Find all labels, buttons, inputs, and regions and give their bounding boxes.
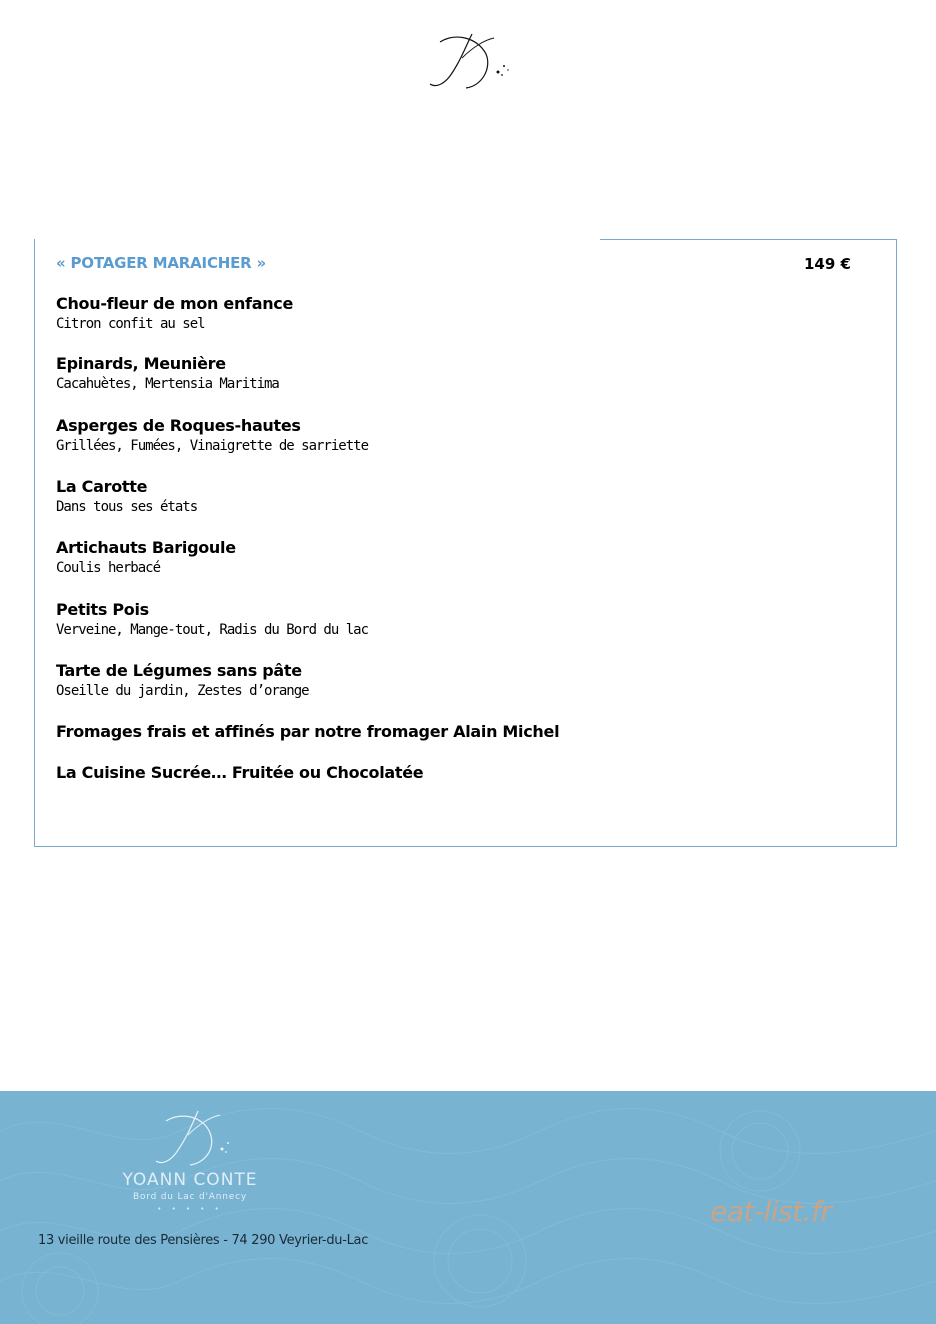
dish-description: Oseille du jardin, Zestes d’orange (56, 683, 309, 699)
dish-item (56, 354, 279, 394)
menu-title: « POTAGER MARAICHER » (56, 254, 267, 272)
dish-item (56, 661, 309, 701)
dish-description: Grillées, Fumées, Vinaigrette de sarriette (56, 438, 369, 454)
dish-item (56, 477, 197, 517)
brand-stars: • • • • • (157, 1205, 223, 1213)
dish-name: Artichauts Barigoule (56, 538, 236, 557)
dish-item (56, 722, 559, 742)
yoann-conte-monogram-icon (426, 28, 510, 92)
dish-description: Cacahuètes, Mertensia Maritima (56, 376, 279, 392)
dish-name: La Cuisine Sucrée… Fruitée ou Chocolatée (56, 763, 424, 782)
dish-name: Tarte de Légumes sans pâte (56, 661, 302, 680)
dish-description: Coulis herbacé (56, 560, 161, 576)
dish-description: Citron confit au sel (56, 316, 205, 332)
watermark: eat-list.fr (710, 1195, 832, 1228)
dish-item (56, 416, 368, 456)
dish-item (56, 763, 423, 783)
dish-name: Epinards, Meunière (56, 354, 226, 373)
footer-address: 13 vieille route des Pensières - 74 290 Veyrier-du-Lac (38, 1233, 369, 1248)
brand-subtitle: Bord du Lac d'Annecy (133, 1192, 247, 1202)
dish-description: Verveine, Mange-tout, Radis du Bord du lac (56, 622, 369, 638)
brand-name: YOANN CONTE (122, 1170, 258, 1190)
yoann-conte-monogram-icon (154, 1105, 234, 1169)
dish-name: Petits Pois (56, 600, 149, 619)
dish-name: Chou-fleur de mon enfance (56, 294, 294, 313)
menu-price: 149 € (804, 255, 851, 273)
dish-name: La Carotte (56, 477, 148, 496)
menu-frame-top-line (600, 239, 896, 240)
dish-item (56, 294, 293, 334)
dish-description: Dans tous ses états (56, 499, 198, 515)
dish-name: Asperges de Roques-hautes (56, 416, 301, 435)
dish-item (56, 600, 368, 640)
dish-item (56, 538, 236, 578)
page-footer (0, 1091, 936, 1324)
dish-name: Fromages frais et affinés par notre fromager Alain Michel (56, 722, 560, 741)
